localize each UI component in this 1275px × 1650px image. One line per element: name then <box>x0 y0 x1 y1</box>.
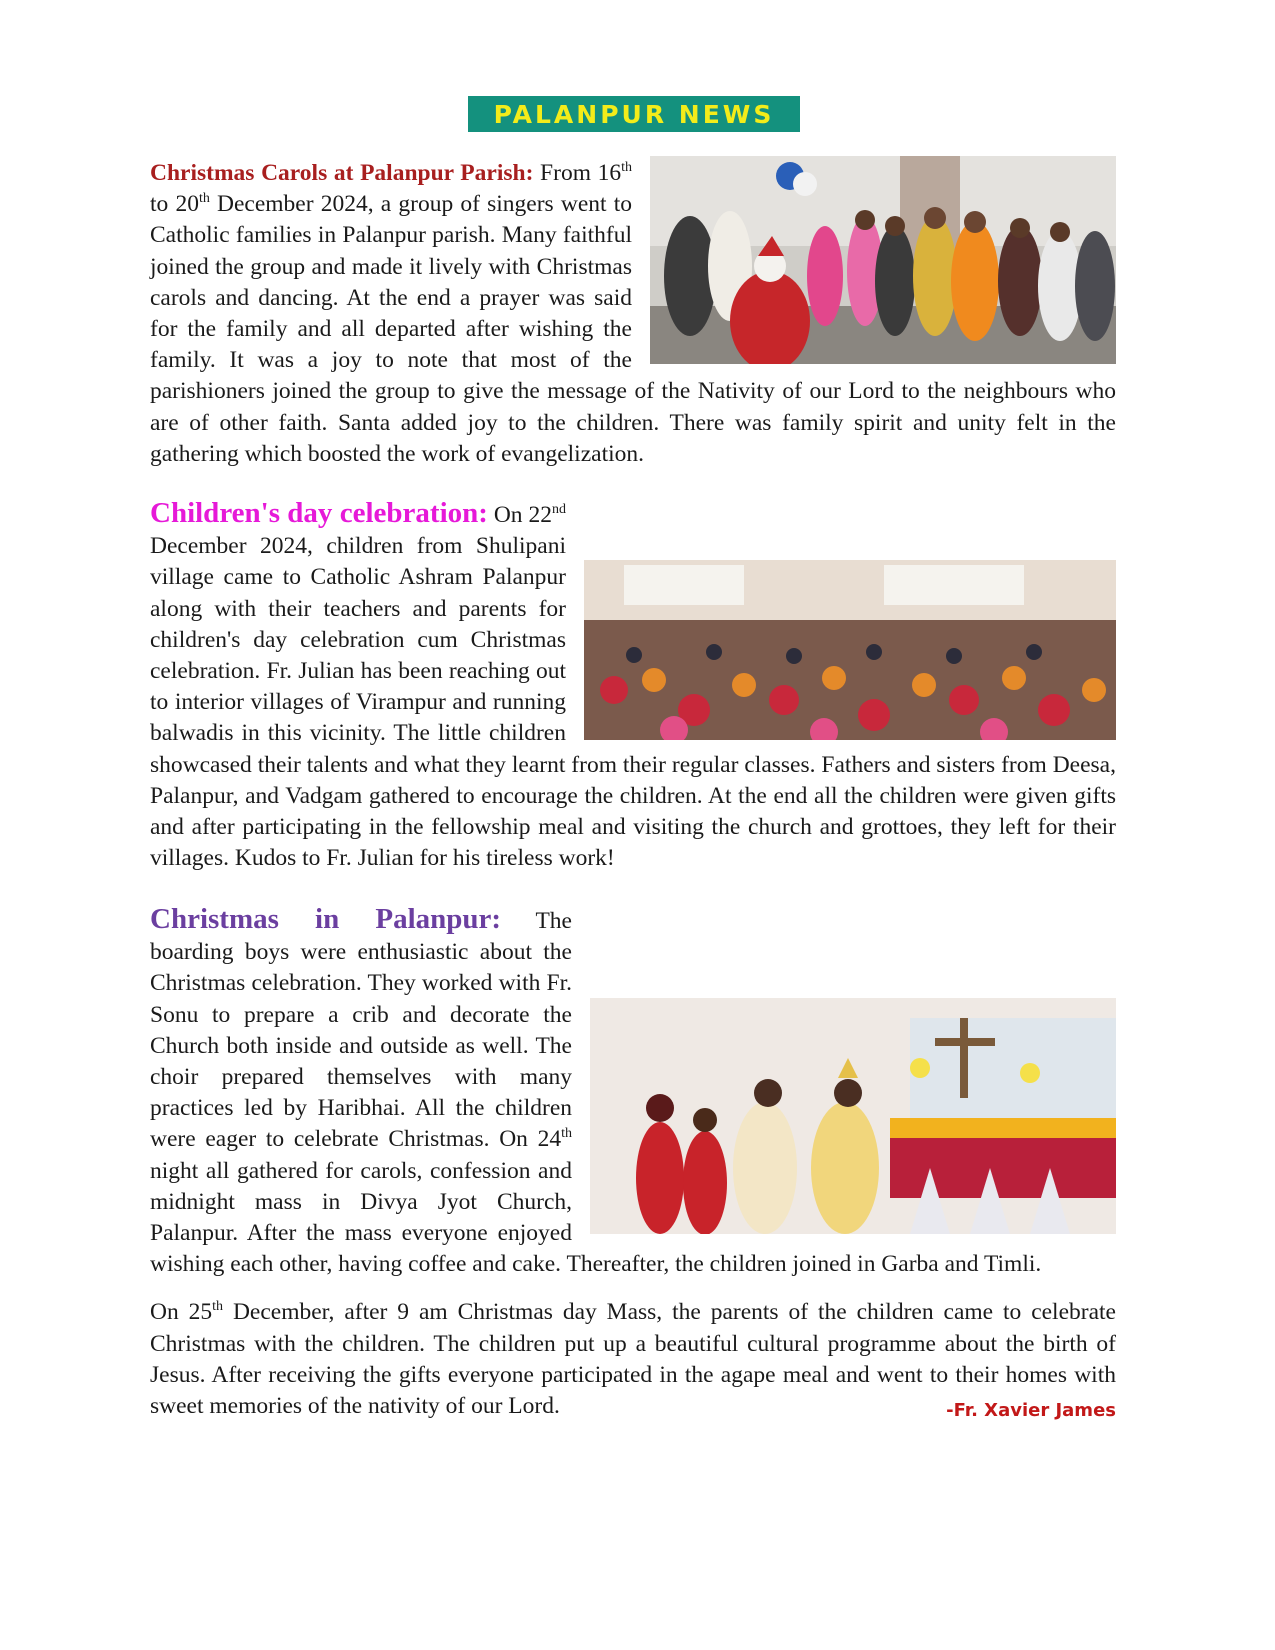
carols-paragraph: Christmas Carols at Palanpur Parish: From 16th to 20th December 2024, a group of singers went to Catholic families in Palanpur parish. Many faithful joined the group and made it lively with Christmas carols and dancing. At the end a prayer was said for the family and all departed after wishing the family. It was a joy to note that most of the parishioners joined the group to give the message of the Nativity of our Lord to the neighbours who are of other faith. Santa added joy to the children. There was family spirit and unity felt in the gathering which boosted the work of evangelization. <box>150 160 1116 467</box>
banner-title: PALANPUR NEWS <box>493 99 775 129</box>
author-signature: -Fr. Xavier James <box>946 1400 1116 1422</box>
christmas-palanpur-heading: Christmas in Palanpur: <box>150 903 502 935</box>
carol-singers-photo <box>650 156 1116 364</box>
childrens-day-heading: Children's day celebration: <box>150 497 488 529</box>
church-mass-photo <box>590 998 1116 1234</box>
christmas-day-paragraph: On 25th December, after 9 am Christmas day Mass, the parents of the children came to celebrate Christmas with the children. The children put up a beautiful cultural programme about the birth of Jesus. After receiving the gifts everyone participated in the agape meal and went to their homes with sweet memories of the nativity of our Lord. -Fr. Xavier James <box>150 1297 1116 1422</box>
children-gathering-photo <box>584 560 1116 740</box>
section-christmas-carols <box>150 158 1116 470</box>
childrens-day-paragraph: Children's day celebration: On 22nd December 2024, children from Shulipani village came to Catholic Ashram Palanpur along with their teachers and parents for children's day celebration cum Christmas celebration. Fr. Julian has been reaching out to interior villages of Virampur and running balwadis in this vicinity. The little children showcased their talents and what they learnt from their regular classes. Fathers and sisters from Deesa, Palanpur, and Vadgam gathered to encourage the children. At the end all the children were given gifts and after participating in the fellowship meal and visiting the church and grottoes, they left for their villages. Kudos to Fr. Julian for his tireless work! <box>150 497 1116 872</box>
banner <box>468 96 800 132</box>
carols-heading: Christmas Carols at Palanpur Parish: <box>150 160 534 186</box>
section-childrens-day <box>150 498 1116 874</box>
section-christmas-in-palanpur <box>150 904 1116 1426</box>
christmas-palanpur-paragraph: Christmas in Palanpur: The boarding boys were enthusiastic about the Christmas celebration. They worked with Fr. Sonu to prepare a crib and decorate the Church both inside and outside as well. The choir prepared themselves with many practices led by Haribhai. All the children were eager to celebrate Christmas. On 24th night all gathered for carols, confession and midnight mass in Divya Jyot Church, Palanpur. After the mass everyone enjoyed wishing each other, having coffee and cake. Thereafter, the children joined in Garba and Timli. <box>150 904 1116 1280</box>
